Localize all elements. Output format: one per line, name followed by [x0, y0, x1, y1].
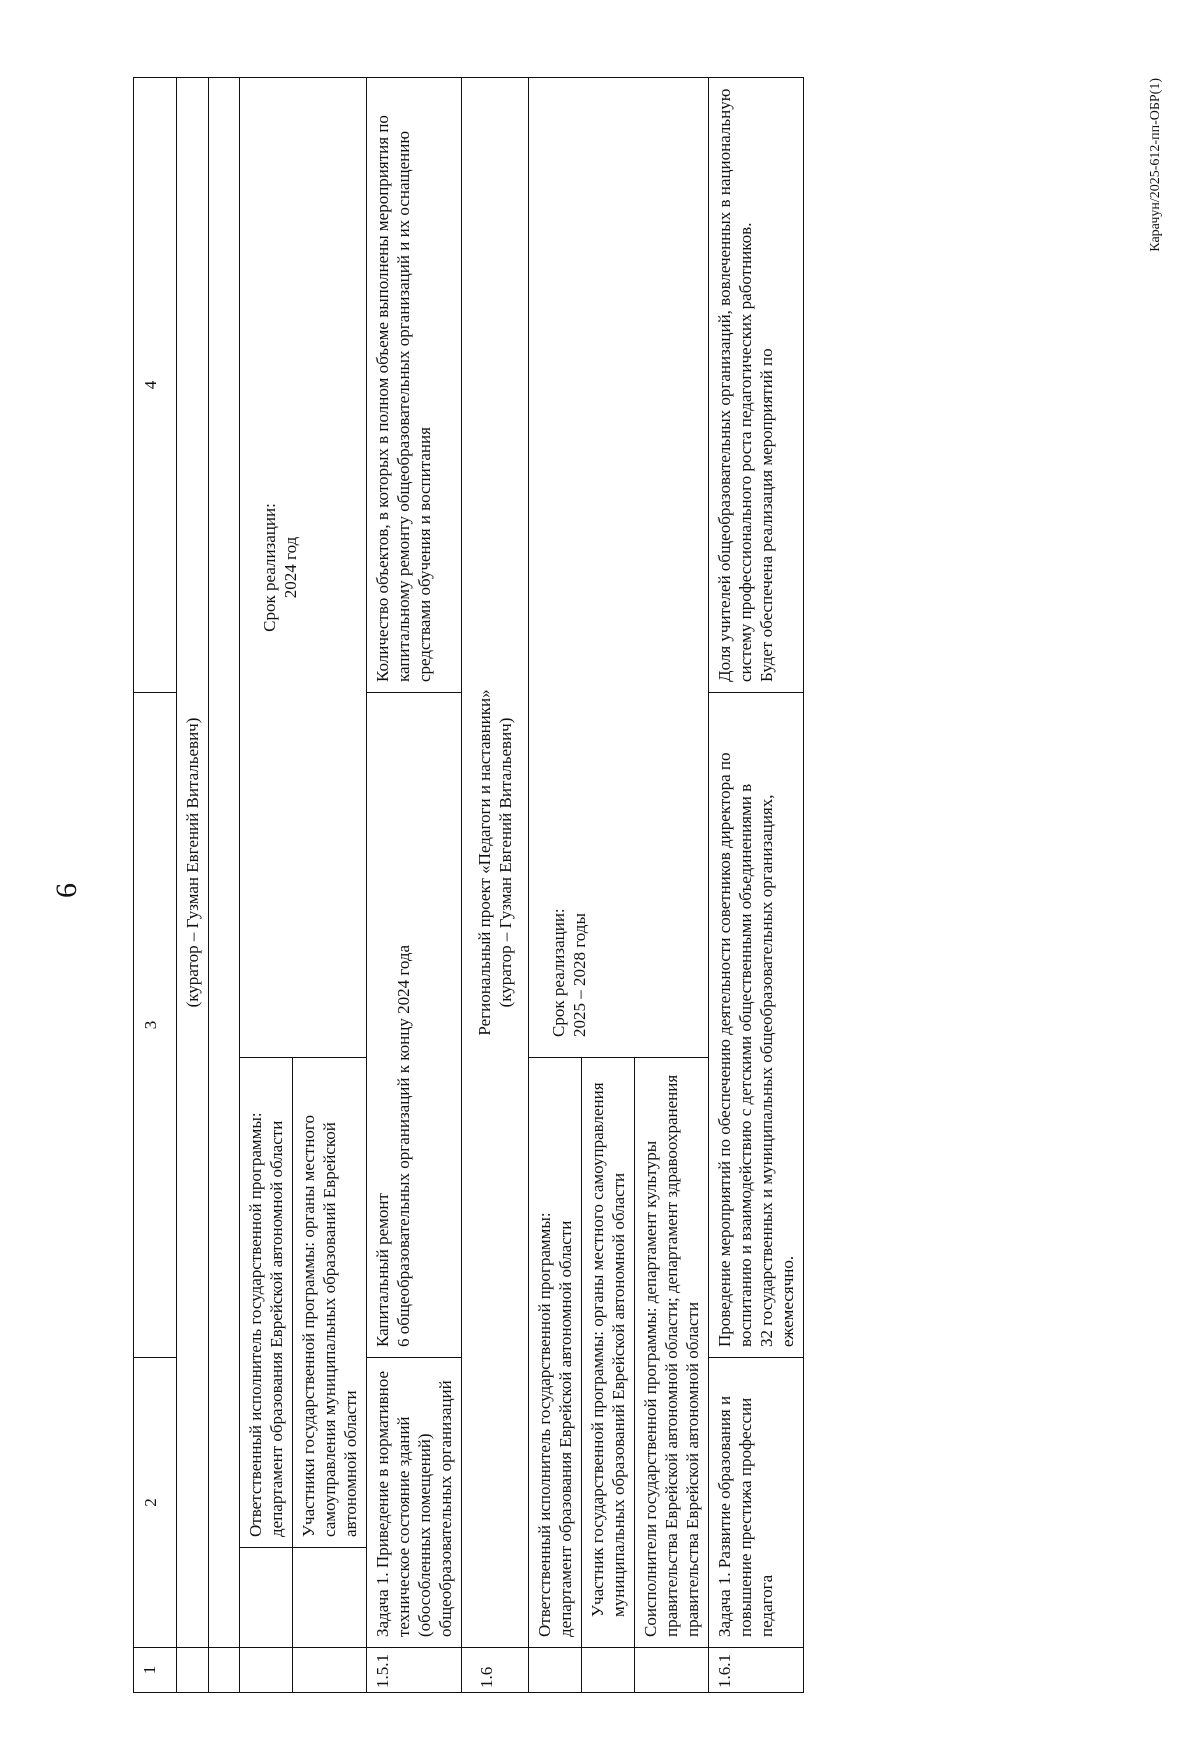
- header-row: [134, 78, 177, 1693]
- header-col-3: 3: [134, 693, 177, 1358]
- header-col-1: 1: [134, 1648, 177, 1693]
- project-title-block: [462, 78, 529, 1648]
- result-text: Доля учителей общеобразовательных организаций, вовлеченных в национальную систему профессионального роста педагогических работников. Будет обеспечена реализация мероприятий по: [709, 78, 804, 693]
- co-executors-1-6: Соисполнители государственной программы: департамент культуры правительства Еврейской автономной области; департамент здравоохранения правительства Еврейской автономной области: [635, 1058, 709, 1648]
- row-number: 1.6: [462, 1648, 529, 1693]
- row-number: 1.5.1: [367, 1648, 462, 1693]
- program-table: [133, 77, 804, 1693]
- task-row-1-5-1: [367, 78, 462, 1693]
- header-col-2: 2: [134, 1358, 177, 1648]
- responsible-executor-1-6: Ответственный исполнитель государственной программы: департамент образования Еврейской автономной области: [529, 1058, 582, 1648]
- row-number: 1.6.1: [709, 1648, 804, 1693]
- result-text: Количество объектов, в которых в полном объеме выполнены мероприятия по капитальному ремонту общеобразовательных организаций и их оснащению средствами обучения и воспитания: [367, 78, 462, 693]
- participant-1-6: Участник государственной программы: органы местного самоуправления муниципальных образований Еврейской автономной области: [582, 1058, 635, 1648]
- project-title: Региональный проект «Педагоги и наставники»: [475, 689, 494, 1036]
- project-curator: (куратор – Гузман Евгений Витальевич): [496, 717, 515, 1008]
- activity-text: Капитальный ремонт 6 общеобразовательных организаций к концу 2024 года: [367, 693, 462, 1358]
- responsible-executor-1-5: Ответственный исполнитель государственной программы: департамент образования Еврейской автономной области: [240, 1058, 293, 1548]
- term-1-6: Срок реализации: 2025 – 2028 годы: [529, 78, 709, 1058]
- term-1-5: Срок реализации: 2024 год: [240, 78, 367, 1058]
- task-text: Задача 1. Развитие образования и повышение престижа профессии педагога: [709, 1358, 804, 1648]
- spacer-row: [209, 78, 240, 1693]
- document-code: Карачун/2025-612-пп-ОБР(1): [1148, 78, 1163, 252]
- curator-1-5: (куратор – Гузман Евгений Витальевич): [177, 78, 209, 1648]
- participants-1-5: Участники государственной программы: органы местного самоуправления муниципальных образований Еврейской автономной области: [293, 1058, 367, 1548]
- task-text: Задача 1. Приведение в нормативное техническое состояние зданий (обособленных помещений) общеобразовательных организаций: [367, 1358, 462, 1648]
- project-row-1-6: [462, 78, 529, 1693]
- exec-row-1-6: [529, 78, 582, 1693]
- page-number: 6: [50, 883, 83, 898]
- curator-row-1-5: [177, 78, 209, 1693]
- exec-row-1-5: [240, 78, 293, 1693]
- header-col-4: 4: [134, 78, 177, 693]
- activity-text: Проведение мероприятий по обеспечению деятельности советников директора по воспитанию и взаимодействию с детскими общественными объединениями в 32 государственных и муниципальных общеобразовательных организациях, ежемесячно.: [709, 693, 804, 1358]
- task-row-1-6-1: [709, 78, 804, 1693]
